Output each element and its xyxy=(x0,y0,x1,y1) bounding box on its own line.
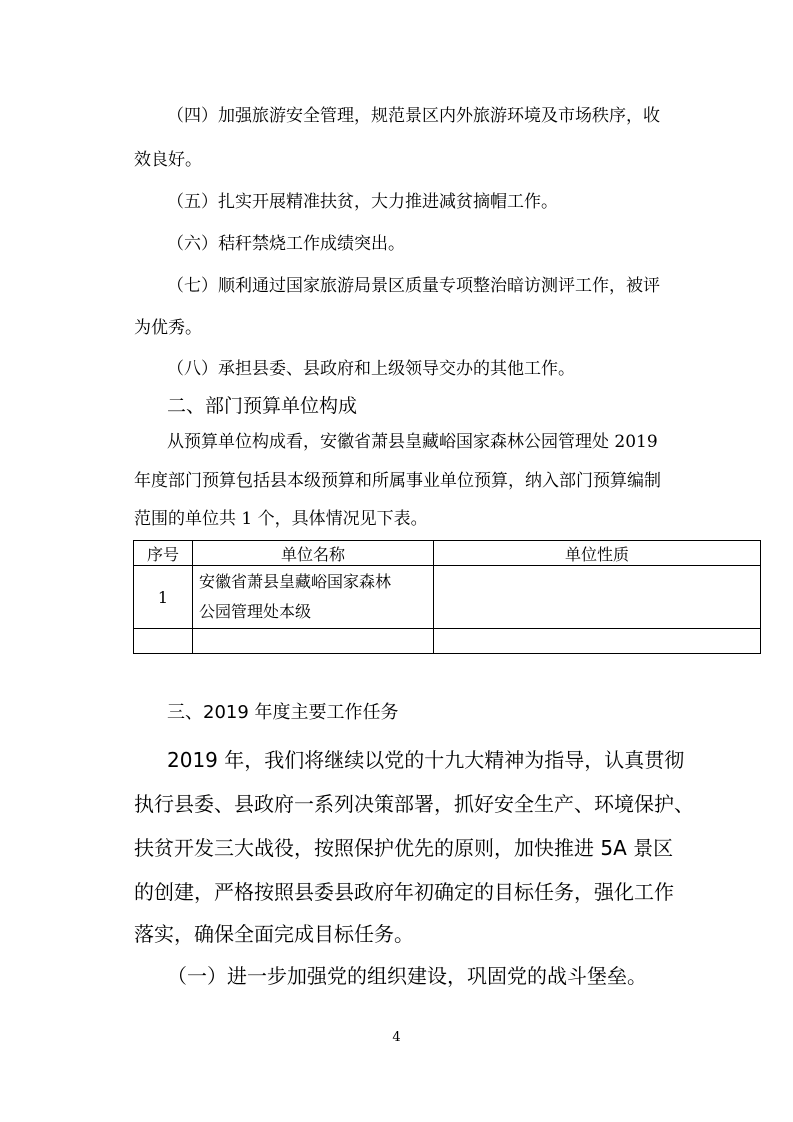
table-row xyxy=(134,629,761,654)
row-unit-type xyxy=(434,629,761,654)
unit-table xyxy=(133,540,761,654)
section-3-para-line-1: 2019 年，我们将继续以党的十九大精神为指导，认真贯彻 xyxy=(167,748,685,772)
row-unit-name-line-1: 安徽省萧县皇藏峪国家森林 xyxy=(199,572,392,591)
item-5: （五）扎实开展精准扶贫，大力推进减贫摘帽工作。 xyxy=(167,192,558,212)
section-3-heading: 三、2019 年度主要工作任务 xyxy=(167,702,399,723)
item-4-line-1: （四）加强旅游安全管理，规范景区内外旅游环境及市场秩序，收 xyxy=(167,106,660,126)
table-header-row xyxy=(134,541,761,566)
section-3-para-line-4: 的创建，严格按照县委县政府年初确定的目标任务，强化工作 xyxy=(134,880,674,904)
row-unit-type xyxy=(434,566,761,629)
header-unit-name: 单位名称 xyxy=(193,541,434,566)
section-3-para-line-3: 扶贫开发三大战役，按照保护优先的原则，加快推进 5A 景区 xyxy=(134,836,674,860)
item-7-line-2: 为优秀。 xyxy=(134,318,202,338)
section-2-para-line-2: 年度部门预算包括县本级预算和所属事业单位预算，纳入部门预算编制 xyxy=(134,471,661,491)
section-3-subheading: （一）进一步加强党的组织建设，巩固党的战斗堡垒。 xyxy=(167,964,647,988)
item-7-line-1: （七）顺利通过国家旅游局景区质量专项整治暗访测评工作，被评 xyxy=(167,276,660,296)
item-4-line-2: 效良好。 xyxy=(134,150,202,170)
section-2-heading: 二、部门预算单位构成 xyxy=(167,395,358,417)
row-unit-name-line-2: 公园管理处本级 xyxy=(199,602,312,621)
item-8: （八）承担县委、县政府和上级领导交办的其他工作。 xyxy=(167,359,575,379)
section-3-para-line-2: 执行县委、县政府一系列决策部署，抓好安全生产、环境保护、 xyxy=(134,792,694,816)
row-unit-name xyxy=(193,566,434,629)
section-2-para-line-3: 范围的单位共 1 个，具体情况见下表。 xyxy=(134,509,428,529)
table-row xyxy=(134,566,761,629)
page-number: 4 xyxy=(392,1030,401,1045)
section-3-para-line-5: 落实，确保全面完成目标任务。 xyxy=(134,922,414,946)
row-no: 1 xyxy=(134,566,193,629)
section-2-para-line-1: 从预算单位构成看，安徽省萧县皇藏峪国家森林公园管理处 2019 xyxy=(167,432,658,452)
item-6: （六）秸秆禁烧工作成绩突出。 xyxy=(167,234,405,254)
header-unit-type: 单位性质 xyxy=(434,541,761,566)
header-no: 序号 xyxy=(134,541,193,566)
row-no xyxy=(134,629,193,654)
row-unit-name xyxy=(193,629,434,654)
